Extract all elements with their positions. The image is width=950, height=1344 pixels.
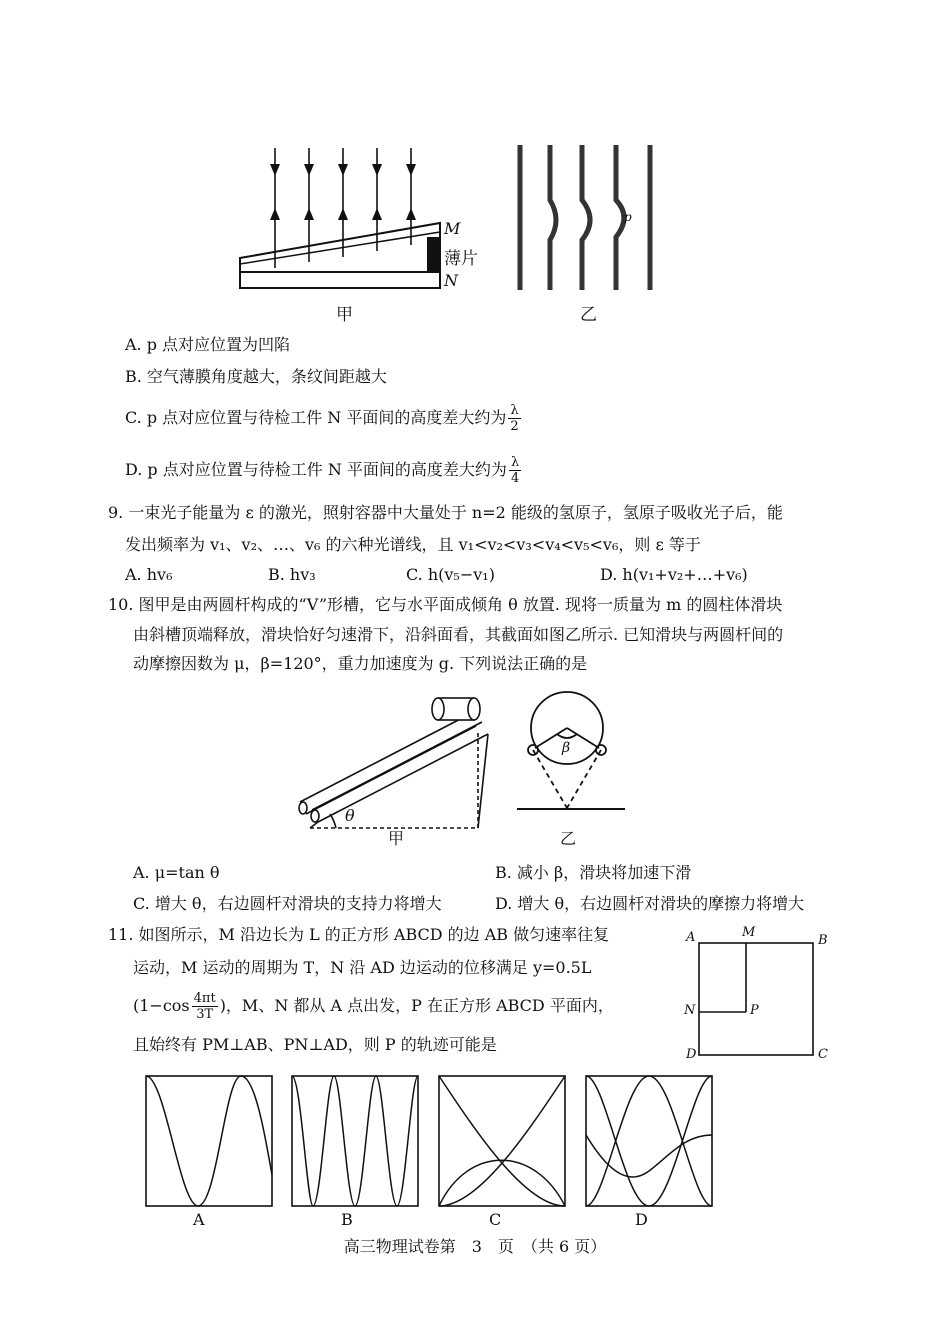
q10-stem-line1: 10. 图甲是由两圆杆构成的“V”形槽，它与水平面成倾角 θ 放置. 现将一质量为 m 的圆柱体滑块 [108, 595, 783, 614]
q9-stem-line2: 发出频率为 v₁、v₂、…、v₆ 的六种光谱线，且 v₁<v₂<v₃<v₄<v₅<v₆，则 ε 等于 [125, 535, 701, 554]
q11-choice-label-d: D [635, 1210, 648, 1229]
q11-cos-fraction [192, 991, 218, 1022]
q8-option-b: B. 空气薄膜角度越大，条纹间距越大 [125, 367, 387, 386]
q11-choice-label-b: B [341, 1210, 353, 1229]
q11-cos-denominator: 3T [196, 1007, 214, 1022]
q11-cos-numerator: 4πt [193, 991, 216, 1006]
q11-stem-line1: 11. 如图所示，M 沿边长为 L 的正方形 ABCD 的边 AB 做匀速率往复 [108, 925, 610, 944]
fig8-yi-fringes [510, 145, 660, 290]
q11-line3-suffix: )，M、N 都从 A 点出发，P 在正方形 ABCD 平面内， [219, 996, 614, 1015]
q9-option-a: A. hv₆ [125, 565, 173, 584]
q11-stem-line4: 且始终有 PM⊥AB、PN⊥AD，则 P 的轨迹可能是 [133, 1035, 497, 1054]
q8-d-numerator: λ [509, 455, 521, 471]
q11-line3-prefix: (1−cos [133, 996, 190, 1015]
q11-label-P: P [750, 1003, 759, 1018]
q10-option-d: D. 增大 θ，右边圆杆对滑块的摩擦力将增大 [495, 894, 805, 913]
q8-option-d [125, 452, 523, 488]
q8-option-d-fraction [509, 455, 521, 486]
q11-stem-line2: 运动，M 运动的周期为 T，N 沿 AD 边运动的位移满足 y=0.5L [133, 958, 592, 977]
q8-option-a: A. p 点对应位置为凹陷 [125, 335, 291, 354]
q11-label-M: M [742, 925, 756, 940]
q10-option-c: C. 增大 θ，右边圆杆对滑块的支持力将增大 [133, 894, 442, 913]
q11-label-D: D [686, 1047, 697, 1062]
q11-square-diagram [698, 942, 814, 1056]
q11-choice-label-a: A [193, 1210, 205, 1229]
q10-fig-jia-v-groove [290, 690, 500, 840]
fig8-label-p: p [624, 210, 632, 224]
q11-stem-line3 [133, 988, 614, 1024]
q10-stem-line2: 由斜槽顶端释放，滑块恰好匀速滑下，沿斜面看，其截面如图乙所示. 已知滑块与两圆杆间的 [133, 625, 784, 644]
fig8-label-film: 薄片 [444, 249, 478, 269]
q11-label-B: B [818, 933, 828, 948]
fig8-caption-yi: 乙 [580, 305, 597, 325]
q11-trajectory-b [291, 1075, 419, 1207]
q11-label-N: N [684, 1003, 696, 1018]
q9-option-c: C. h(v₅−v₁) [406, 565, 495, 584]
q8-option-c-text: C. p 点对应位置与待检工件 N 平面间的高度差大约为 [125, 408, 507, 427]
q9-option-b: B. hv₃ [268, 565, 316, 584]
q9-option-d: D. h(v₁+v₂+…+v₆) [600, 565, 748, 584]
q10-fig-yi-cross-section [515, 688, 630, 818]
fig8-label-M: M [444, 219, 461, 238]
q9-stem-line1: 9. 一束光子能量为 ε 的激光，照射容器中大量处于 n=2 能级的氢原子，氢原子吸收光子后，能 [108, 503, 783, 522]
q10-option-a: A. μ=tan θ [133, 863, 220, 882]
q11-trajectory-c [438, 1075, 566, 1207]
q8-option-c [125, 400, 523, 436]
page-footer: 高三物理试卷第 3 页 （共 6 页） [343, 1237, 607, 1256]
q10-caption-jia: 甲 [388, 829, 405, 848]
q10-option-b: B. 减小 β，滑块将加速下滑 [495, 863, 692, 882]
q11-choice-label-c: C [489, 1210, 502, 1229]
q8-c-numerator: λ [508, 403, 520, 419]
q11-label-C: C [818, 1047, 828, 1062]
q8-option-d-text: D. p 点对应位置与待检工件 N 平面间的高度差大约为 [125, 460, 507, 479]
q8-d-denominator: 4 [510, 471, 520, 486]
q11-label-A: A [686, 930, 696, 945]
q10-caption-yi: 乙 [560, 829, 577, 848]
q11-trajectory-a [145, 1075, 273, 1207]
q10-label-theta: θ [345, 806, 355, 825]
q8-option-c-fraction [508, 403, 520, 434]
q8-c-denominator: 2 [510, 419, 519, 434]
q11-trajectory-d [585, 1075, 713, 1207]
q10-stem-line3: 动摩擦因数为 μ，β=120°，重力加速度为 g. 下列说法正确的是 [133, 654, 588, 673]
fig8-caption-jia: 甲 [336, 305, 353, 325]
q10-label-beta: β [562, 740, 571, 756]
fig8-label-N: N [444, 271, 458, 290]
